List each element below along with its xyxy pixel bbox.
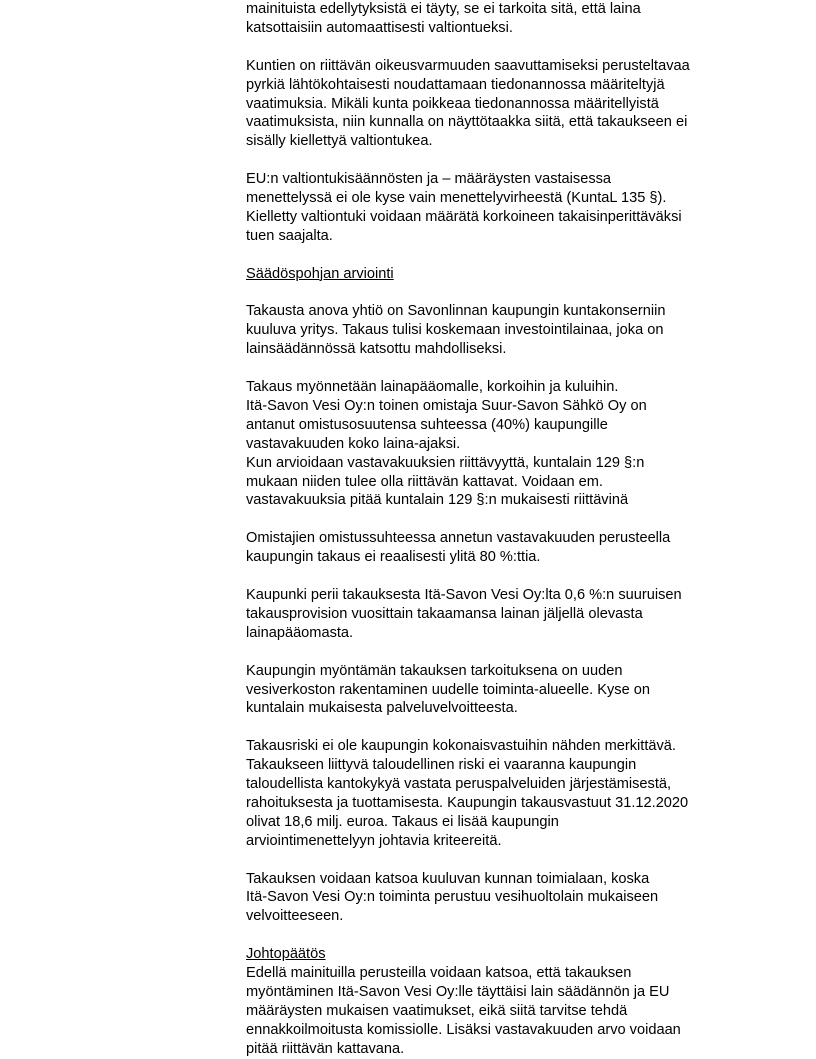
text-line: ennakkoilmoitusta komissiolle. Lisäksi vastavakuuden arvo voidaan	[246, 1021, 681, 1038]
section-heading-johtopaatos	[246, 945, 806, 964]
text-line: pyrkiä lähtökohtaisesti noudattamaan tiedonannossa määriteltyjä	[246, 76, 665, 93]
paragraph-gap	[246, 38, 806, 57]
text-line: lainapääomasta.	[246, 624, 354, 641]
text-line: mainituista edellytyksistä ei täyty, se ei tarkoita sitä, että laina	[246, 1, 641, 17]
text-line: Kaupunki perii takauksesta Itä-Savon Vesi Oy:lta 0,6 %:n suuruisen	[246, 586, 682, 603]
paragraph-takausta-anova-yhtio	[246, 302, 806, 359]
paragraph-eu-valtiontuki	[246, 170, 806, 246]
text-line: kuuluva yritys. Takaus tulisi koskemaan investointilainaa, joka on	[246, 322, 664, 339]
text-line: vaatimuksista, niin kunnalla on näyttötaakka siitä, että takaukseen ei	[246, 114, 688, 131]
text-line: arviointimenettelyyn johtavia kriteereitä.	[246, 832, 502, 849]
text-line: kaupungin takaus ei reaalisesti ylitä 80 %:ttia.	[246, 549, 541, 566]
text-line: Takaus myönnetään lainapääomalle, korkoihin ja kuluihin.	[246, 379, 619, 396]
text-line: takausprovision vuosittain takaamansa lainan jäljellä olevasta	[246, 605, 643, 622]
paragraph-gap	[246, 718, 806, 737]
text-line: tuen saajalta.	[246, 227, 333, 244]
text-line: Itä-Savon Vesi Oy:n toiminta perustuu vesihuoltolain mukaiseen	[246, 889, 659, 906]
heading-text: Johtopäätös	[246, 946, 326, 963]
text-line: määräysten mukaisen vaatimukset, eikä siitä tarvitse tehdä	[246, 1002, 628, 1019]
paragraph-oikeusvarmuus	[246, 57, 806, 152]
paragraph-gap	[246, 926, 806, 945]
paragraph-takausriski	[246, 737, 806, 850]
text-line: sisälly kiellettyä valtiontukea.	[246, 133, 433, 150]
paragraph-valtiontuki-edellytykset	[246, 0, 806, 38]
text-line: Edellä mainituilla perusteilla voidaan katsoa, että takauksen	[246, 965, 632, 982]
heading-text: Säädöspohjan arviointi	[246, 265, 394, 282]
paragraph-gap	[246, 510, 806, 529]
paragraph-gap	[246, 359, 806, 378]
text-line: taloudellista kantokykyä vastata peruspalveluiden järjestämisestä,	[246, 776, 672, 793]
paragraph-gap	[246, 567, 806, 586]
text-line: Kielletty valtiontuki voidaan määrätä korkoineen takaisinperittäväksi	[246, 208, 682, 225]
text-line: menettelyssä ei ole kyse vain menettelyvirheestä (KuntaL 135 §).	[246, 190, 667, 207]
text-line: Takausta anova yhtiö on Savonlinnan kaupungin kuntakonserniin	[246, 303, 666, 320]
text-line: vaatimuksia. Mikäli kunta poikkeaa tiedonannossa määritellyistä	[246, 95, 659, 112]
paragraph-takausprovisio	[246, 586, 806, 643]
text-line: Takaukseen liittyvä taloudellinen riski ei vaaranna kaupungin	[246, 757, 637, 774]
text-line: EU:n valtiontukisäännösten ja – määräysten vastaisessa	[246, 171, 612, 188]
text-line: myöntäminen Itä-Savon Vesi Oy:lle täyttäisi lain säädännön ja EU	[246, 983, 670, 1000]
paragraph-gap	[246, 643, 806, 662]
text-line: Takausriski ei ole kaupungin kokonaisvastuihin nähden merkittävä.	[246, 738, 676, 755]
text-line: Kaupungin myöntämän takauksen tarkoituksena on uuden	[246, 662, 623, 679]
paragraph-toimiala	[246, 870, 806, 927]
paragraph-gap	[246, 246, 806, 265]
text-line: velvoitteeseen.	[246, 908, 344, 925]
document-page	[246, 0, 806, 1059]
text-line: antanut omistusosuutensa suhteessa (40%) kaupungille	[246, 416, 608, 433]
text-line: lainsäädännössä katsottu mahdolliseksi.	[246, 341, 507, 358]
text-line: pitää riittävän kattavana.	[246, 1040, 405, 1057]
paragraph-gap	[246, 851, 806, 870]
text-line: vastavakuuksia pitää kuntalain 129 §:n mukaisesti riittävinä	[246, 492, 629, 509]
text-line: Kuntien on riittävän oikeusvarmuuden saavuttamiseksi perusteltavaa	[246, 57, 690, 74]
text-line: vesiverkoston rakentaminen uudelle toiminta-alueelle. Kyse on	[246, 681, 650, 698]
text-line: Kun arvioidaan vastavakuuksien riittävyyttä, kuntalain 129 §:n	[246, 454, 645, 471]
text-line: Takauksen voidaan katsoa kuuluvan kunnan toimialaan, koska	[246, 870, 650, 887]
text-line: olivat 18,6 milj. euroa. Takaus ei lisää kaupungin	[246, 813, 559, 830]
text-line: vastavakuuden koko laina-ajaksi.	[246, 435, 461, 452]
text-line: kuntalain mukaisesta palveluvelvoitteesta.	[246, 700, 518, 717]
paragraph-takauksen-tarkoitus	[246, 662, 806, 719]
paragraph-gap	[246, 151, 806, 170]
text-line: Itä-Savon Vesi Oy:n toinen omistaja Suur-Savon Sähkö Oy on	[246, 397, 647, 414]
text-line: Omistajien omistussuhteessa annetun vastavakuuden perusteella	[246, 530, 671, 547]
paragraph-johtopaatos	[246, 964, 806, 1059]
text-line: rahoituksesta ja tuottamisesta. Kaupungin takausvastuut 31.12.2020	[246, 794, 689, 811]
paragraph-omistussuhde	[246, 529, 806, 567]
text-line: mukaan niiden tulee olla riittävän kattavat. Voidaan em.	[246, 473, 603, 490]
section-heading-saadospohja	[246, 265, 806, 284]
paragraph-vastavakuudet	[246, 378, 806, 510]
paragraph-gap	[246, 284, 806, 303]
text-line: katsottaisiin automaattisesti valtiontueksi.	[246, 19, 513, 36]
